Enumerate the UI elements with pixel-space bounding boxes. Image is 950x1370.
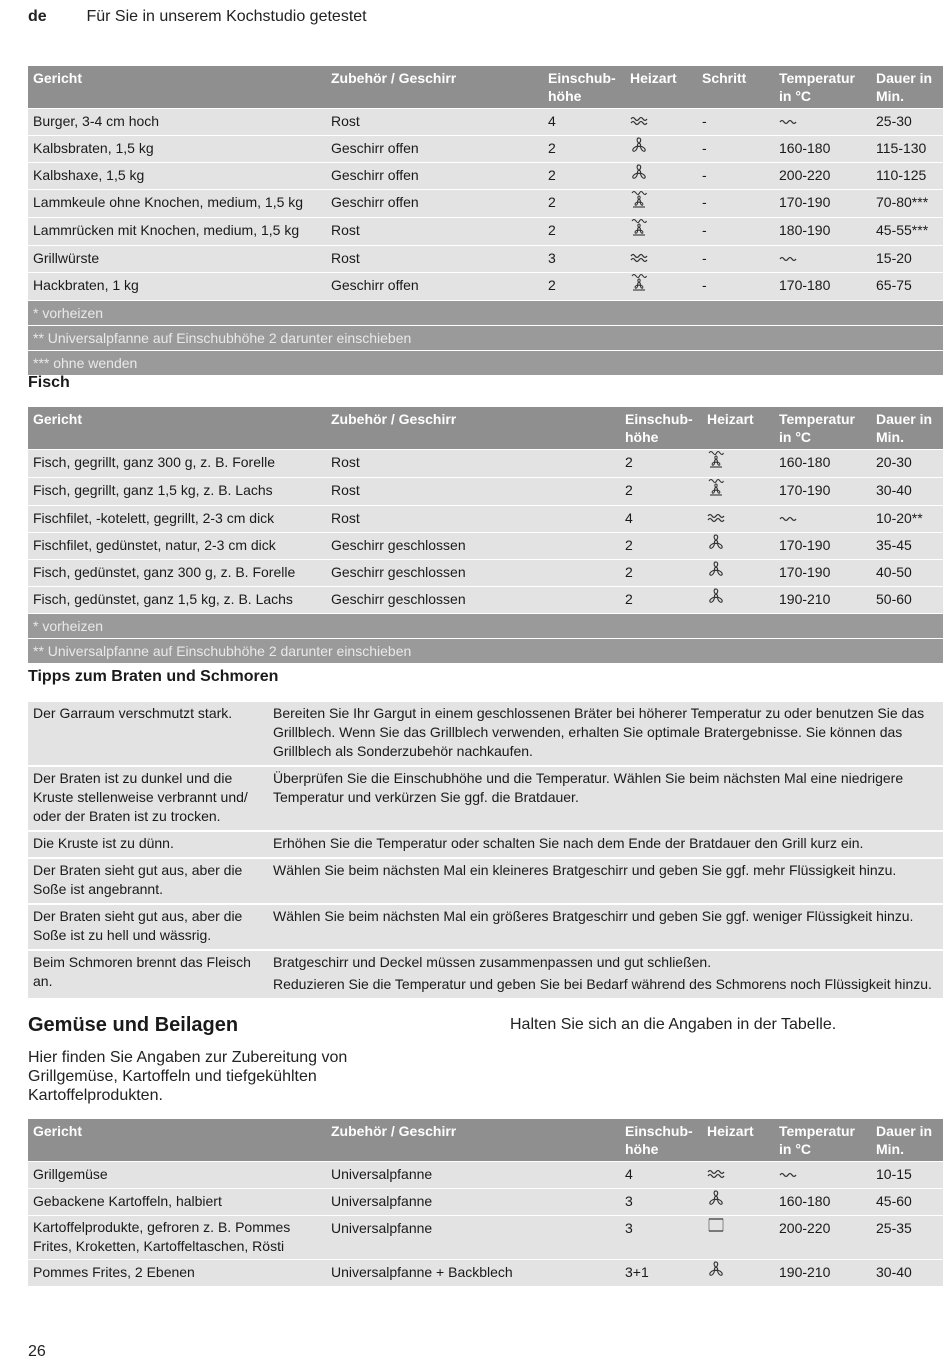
tip-advice-text: Wählen Sie beim nächsten Mal ein kleineres Bratgeschirr und geben Sie ggf. mehr Flüssigkeit hinzu. xyxy=(273,862,897,878)
table-row xyxy=(28,1162,943,1188)
table-cell: 2 xyxy=(543,218,625,245)
table-cell: 15-20 xyxy=(871,246,943,272)
table-cell: Rost xyxy=(326,450,620,477)
tips-section-title: Tipps zum Braten und Schmoren xyxy=(28,668,279,685)
table-cell: - xyxy=(697,109,774,135)
table-cell: 40-50 xyxy=(871,560,943,586)
tip-problem: Der Garraum verschmutzt stark. xyxy=(28,702,268,765)
table-cell xyxy=(774,506,871,532)
table-cell: Kalbshaxe, 1,5 kg xyxy=(28,163,326,189)
col-header: Einschub-höhe xyxy=(620,1119,702,1161)
footnote: * vorheizen xyxy=(28,614,943,638)
footnote: * vorheizen xyxy=(28,301,943,325)
table-cell: Fisch, gedünstet, ganz 300 g, z. B. Forelle xyxy=(28,560,326,586)
table-cell: 2 xyxy=(620,560,702,586)
table-cell: 2 xyxy=(543,190,625,217)
grill-level-icon xyxy=(779,248,797,272)
table-cell: 4 xyxy=(620,506,702,532)
table-cell xyxy=(774,109,871,135)
tip-row xyxy=(28,767,943,830)
grill-fan-icon xyxy=(630,273,648,300)
table-row xyxy=(28,533,943,559)
table-cell: Kalbsbraten, 1,5 kg xyxy=(28,136,326,162)
table-cell xyxy=(625,109,697,135)
table-cell xyxy=(625,190,697,217)
table-cell: Universalpfanne xyxy=(326,1189,620,1215)
grill-level-icon xyxy=(779,111,797,135)
table-cell: 45-60 xyxy=(871,1189,943,1215)
col-header: Gericht xyxy=(28,1119,326,1161)
table-cell: 3 xyxy=(620,1189,702,1215)
table-cell: 170-180 xyxy=(774,273,871,300)
table-cell: 170-190 xyxy=(774,190,871,217)
table-header-row xyxy=(28,1119,943,1161)
grill-fan-icon xyxy=(630,218,648,245)
grill-fan-icon xyxy=(707,478,725,505)
table-cell: 180-190 xyxy=(774,218,871,245)
table-cell: Geschirr geschlossen xyxy=(326,560,620,586)
table-cell: 160-180 xyxy=(774,1189,871,1215)
col-header: Schritt xyxy=(697,66,774,108)
grill-icon xyxy=(630,248,648,272)
table-cell: 30-40 xyxy=(871,478,943,505)
tip-advice-text: Erhöhen Sie die Temperatur oder schalten Sie nach dem Ende der Bratdauer den Grill kurz ein. xyxy=(273,835,864,851)
table-cell xyxy=(625,136,697,162)
table-cell: 190-210 xyxy=(774,1260,871,1286)
table-cell: Geschirr offen xyxy=(326,273,543,300)
table-cell: 200-220 xyxy=(774,1216,871,1259)
table-cell: - xyxy=(697,190,774,217)
table-cell: 170-190 xyxy=(774,478,871,505)
col-header: Einschub-höhe xyxy=(543,66,625,108)
table-cell: 200-220 xyxy=(774,163,871,189)
table-row xyxy=(28,1189,943,1215)
table-cell: Grillgemüse xyxy=(28,1162,326,1188)
table-cell: 45-55*** xyxy=(871,218,943,245)
table-cell xyxy=(625,163,697,189)
tip-advice xyxy=(268,859,943,903)
meat-table xyxy=(28,65,943,376)
tip-problem: Die Kruste ist zu dünn. xyxy=(28,832,268,857)
table-row xyxy=(28,478,943,505)
col-header: Einschub-höhe xyxy=(620,407,702,449)
table-cell: Burger, 3-4 cm hoch xyxy=(28,109,326,135)
table-header-row xyxy=(28,66,943,108)
table-cell: 2 xyxy=(543,163,625,189)
table-cell: 70-80*** xyxy=(871,190,943,217)
table-cell: Universalpfanne xyxy=(326,1162,620,1188)
table-cell xyxy=(702,506,774,532)
table-cell: 160-180 xyxy=(774,450,871,477)
table-cell xyxy=(702,1216,774,1259)
page-header xyxy=(28,8,367,26)
tip-problem: Beim Schmoren brennt das Fleisch an. xyxy=(28,951,268,998)
fan-icon xyxy=(707,561,725,586)
table-cell: Rost xyxy=(326,246,543,272)
footnote-row xyxy=(28,301,943,325)
table-cell: Universalpfanne + Backblech xyxy=(326,1260,620,1286)
table-cell: 190-210 xyxy=(774,587,871,613)
footnote-row xyxy=(28,351,943,375)
fish-table xyxy=(28,406,943,664)
table-cell xyxy=(702,1189,774,1215)
grill-level-icon xyxy=(779,1164,797,1188)
table-cell: Universalpfanne xyxy=(326,1216,620,1259)
table-cell: - xyxy=(697,218,774,245)
table-row xyxy=(28,506,943,532)
table-cell xyxy=(702,587,774,613)
table-cell: Geschirr geschlossen xyxy=(326,587,620,613)
table-cell: Hackbraten, 1 kg xyxy=(28,273,326,300)
page-number: 26 xyxy=(28,1343,46,1360)
table-cell xyxy=(702,1260,774,1286)
table-cell: Geschirr offen xyxy=(326,163,543,189)
table-row xyxy=(28,246,943,272)
footnote: ** Universalpfanne auf Einschubhöhe 2 darunter einschieben xyxy=(28,326,943,350)
table-cell xyxy=(774,246,871,272)
col-header: Gericht xyxy=(28,66,326,108)
table-cell: Geschirr offen xyxy=(326,190,543,217)
table-cell xyxy=(702,560,774,586)
table-cell: 3 xyxy=(620,1216,702,1259)
table-cell xyxy=(625,273,697,300)
table-row xyxy=(28,1216,943,1259)
veg-intro: Hier finden Sie Angaben zur Zubereitung von Grillgemüse, Kartoffeln und tiefgekühlten Kartoffelprodukten. xyxy=(28,1049,348,1104)
fan-icon xyxy=(707,1261,725,1286)
table-cell: 2 xyxy=(543,136,625,162)
tip-advice-text: Bereiten Sie Ihr Gargut in einem geschlossenen Bräter bei höherer Temperatur zu oder benutzen Sie das Grillblech. Wenn Sie das Grillblech verwenden, erhalten Sie optimale Bratergebnisse. Sie können das Grillblech als Sonderzubehör nachkaufen. xyxy=(273,705,925,759)
table-cell: Pommes Frites, 2 Ebenen xyxy=(28,1260,326,1286)
tips-table xyxy=(28,700,943,1000)
table-header-row xyxy=(28,407,943,449)
table-cell: Fisch, gegrillt, ganz 300 g, z. B. Forelle xyxy=(28,450,326,477)
veg-instruction: Halten Sie sich an die Angaben in der Tabelle. xyxy=(510,1016,837,1033)
veg-table xyxy=(28,1118,943,1287)
table-cell xyxy=(625,218,697,245)
table-cell: 2 xyxy=(620,450,702,477)
veg-section-title: Gemüse und Beilagen xyxy=(28,1014,239,1036)
table-row xyxy=(28,136,943,162)
tip-problem: Der Braten sieht gut aus, aber die Soße ist angebrannt. xyxy=(28,859,268,903)
tip-advice-text: Bratgeschirr und Deckel müssen zusammenpassen und gut schließen. xyxy=(273,954,712,970)
table-cell: 3+1 xyxy=(620,1260,702,1286)
table-cell: 4 xyxy=(620,1162,702,1188)
tip-advice-text: Überprüfen Sie die Einschubhöhe und die Temperatur. Wählen Sie beim nächsten Mal eine niedrigere Temperatur und verkürzen Sie ggf. die Bratdauer. xyxy=(273,770,904,805)
table-cell xyxy=(702,478,774,505)
fan-icon xyxy=(707,1190,725,1215)
table-row xyxy=(28,273,943,300)
table-cell: 20-30 xyxy=(871,450,943,477)
table-row xyxy=(28,109,943,135)
table-cell: 2 xyxy=(620,478,702,505)
page-header-title: Für Sie in unserem Kochstudio getestet xyxy=(86,8,367,25)
table-cell: 25-30 xyxy=(871,109,943,135)
tip-advice xyxy=(268,832,943,857)
col-header: Dauer in Min. xyxy=(871,66,943,108)
table-cell: 65-75 xyxy=(871,273,943,300)
grill-icon xyxy=(630,111,648,135)
col-header: Zubehör / Geschirr xyxy=(326,66,543,108)
tip-row xyxy=(28,832,943,857)
table-cell: 115-130 xyxy=(871,136,943,162)
tip-advice xyxy=(268,951,943,998)
fish-section-title: Fisch xyxy=(28,374,70,391)
col-header: Zubehör / Geschirr xyxy=(326,407,620,449)
table-cell: Fisch, gedünstet, ganz 1,5 kg, z. B. Lachs xyxy=(28,587,326,613)
table-row xyxy=(28,450,943,477)
tip-advice xyxy=(268,702,943,765)
table-cell: Rost xyxy=(326,109,543,135)
footnote: ** Universalpfanne auf Einschubhöhe 2 darunter einschieben xyxy=(28,639,943,663)
fan-icon xyxy=(707,534,725,559)
col-header: Gericht xyxy=(28,407,326,449)
table-cell: Lammrücken mit Knochen, medium, 1,5 kg xyxy=(28,218,326,245)
tip-advice xyxy=(268,905,943,949)
tip-advice-text: Reduzieren Sie die Temperatur und geben Sie bei Bedarf während des Schmorens noch Flüssigkeit hinzu. xyxy=(273,976,932,992)
table-cell: Lammkeule ohne Knochen, medium, 1,5 kg xyxy=(28,190,326,217)
col-header: Heizart xyxy=(625,66,697,108)
fan-icon xyxy=(630,137,648,162)
fan-icon xyxy=(707,588,725,613)
footnote: *** ohne wenden xyxy=(28,351,943,375)
table-cell: 2 xyxy=(620,533,702,559)
col-header: Dauer in Min. xyxy=(871,1119,943,1161)
table-cell: Geschirr offen xyxy=(326,136,543,162)
table-cell: 2 xyxy=(543,273,625,300)
table-cell: 3 xyxy=(543,246,625,272)
tip-row xyxy=(28,951,943,998)
table-cell: Rost xyxy=(326,218,543,245)
table-cell: 170-190 xyxy=(774,560,871,586)
table-row xyxy=(28,218,943,245)
table-cell: - xyxy=(697,273,774,300)
table-cell xyxy=(702,1162,774,1188)
footnote-row xyxy=(28,614,943,638)
table-cell: Kartoffelprodukte, gefroren z. B. Pommes Frites, Kroketten, Kartoffeltaschen, Rösti xyxy=(28,1216,326,1259)
table-cell xyxy=(702,450,774,477)
table-cell: - xyxy=(697,136,774,162)
table-cell: 160-180 xyxy=(774,136,871,162)
table-cell: 25-35 xyxy=(871,1216,943,1259)
table-cell: - xyxy=(697,163,774,189)
col-header: Heizart xyxy=(702,407,774,449)
table-cell: 110-125 xyxy=(871,163,943,189)
tip-problem: Der Braten ist zu dunkel und die Kruste stellenweise verbrannt und/ oder der Braten ist zu trocken. xyxy=(28,767,268,830)
col-header: Temperatur in °C xyxy=(774,66,871,108)
tip-advice-text: Wählen Sie beim nächsten Mal ein größeres Bratgeschirr und geben Sie ggf. weniger Flüssigkeit hinzu. xyxy=(273,908,914,924)
table-cell: Geschirr geschlossen xyxy=(326,533,620,559)
grill-fan-icon xyxy=(630,190,648,217)
table-cell: 35-45 xyxy=(871,533,943,559)
fan-icon xyxy=(630,164,648,189)
table-cell: Gebackene Kartoffeln, halbiert xyxy=(28,1189,326,1215)
tip-problem: Der Braten sieht gut aus, aber die Soße ist zu hell und wässrig. xyxy=(28,905,268,949)
col-header: Temperatur in °C xyxy=(774,1119,871,1161)
table-cell: 10-15 xyxy=(871,1162,943,1188)
table-cell xyxy=(702,533,774,559)
table-cell: Rost xyxy=(326,478,620,505)
table-cell: 50-60 xyxy=(871,587,943,613)
tip-row xyxy=(28,859,943,903)
table-cell: 170-190 xyxy=(774,533,871,559)
language-code: de xyxy=(28,8,47,25)
table-cell: Fischfilet, gedünstet, natur, 2-3 cm dick xyxy=(28,533,326,559)
table-cell: Fisch, gegrillt, ganz 1,5 kg, z. B. Lachs xyxy=(28,478,326,505)
table-cell: Fischfilet, -kotelett, gegrillt, 2-3 cm dick xyxy=(28,506,326,532)
footnote-row xyxy=(28,326,943,350)
tip-row xyxy=(28,702,943,765)
table-cell: Grillwürste xyxy=(28,246,326,272)
table-cell: 30-40 xyxy=(871,1260,943,1286)
table-row xyxy=(28,560,943,586)
col-header: Temperatur in °C xyxy=(774,407,871,449)
table-cell: 2 xyxy=(620,587,702,613)
col-header: Heizart xyxy=(702,1119,774,1161)
col-header: Zubehör / Geschirr xyxy=(326,1119,620,1161)
tip-row xyxy=(28,905,943,949)
tip-advice xyxy=(268,767,943,830)
table-row xyxy=(28,587,943,613)
grill-fan-icon xyxy=(707,450,725,477)
grill-level-icon xyxy=(779,508,797,532)
table-cell: Rost xyxy=(326,506,620,532)
table-row xyxy=(28,163,943,189)
table-row xyxy=(28,1260,943,1286)
table-cell: 4 xyxy=(543,109,625,135)
table-cell: - xyxy=(697,246,774,272)
table-cell: 10-20** xyxy=(871,506,943,532)
grill-icon xyxy=(707,508,725,532)
footnote-row xyxy=(28,639,943,663)
table-cell xyxy=(774,1162,871,1188)
grill-icon xyxy=(707,1164,725,1188)
col-header: Dauer in Min. xyxy=(871,407,943,449)
table-row xyxy=(28,190,943,217)
top-bottom-heat-icon xyxy=(707,1217,725,1242)
table-cell xyxy=(625,246,697,272)
